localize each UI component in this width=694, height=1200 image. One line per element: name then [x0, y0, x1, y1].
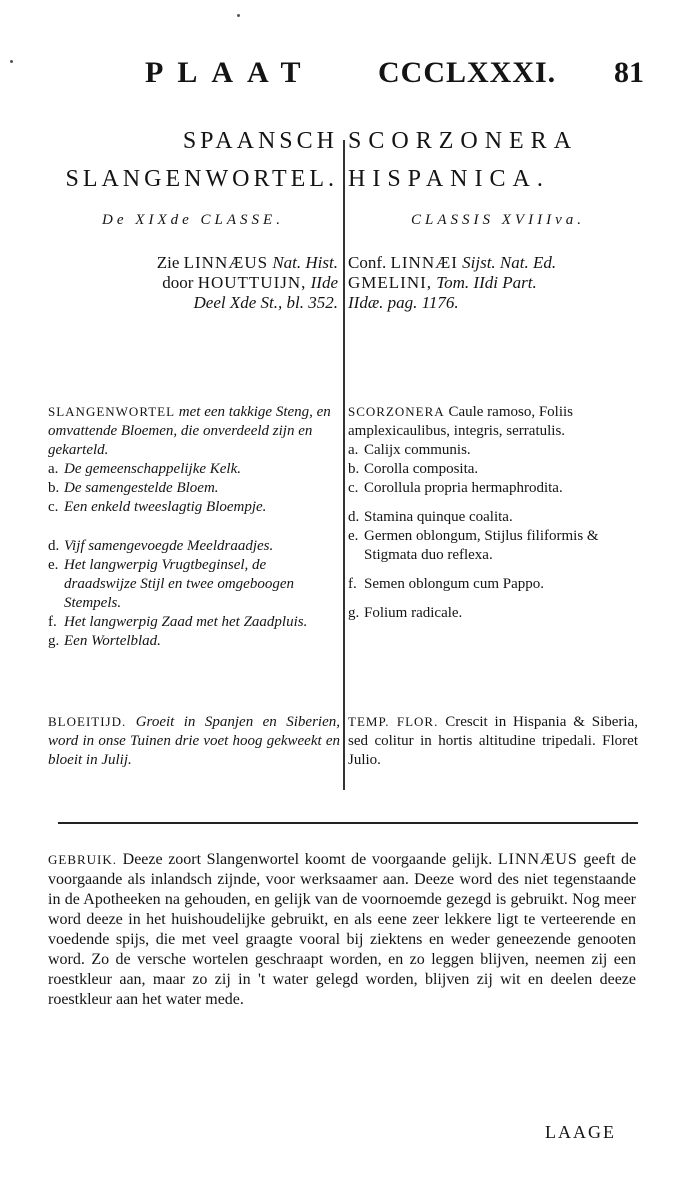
- left-ref-deel: Deel Xde St., bl. 352.: [193, 293, 338, 312]
- catchword: LAAGE: [545, 1122, 616, 1142]
- gebruik-text-a: Deeze zoort Slangenwortel koomt de voorgaande gelijk.: [122, 851, 493, 868]
- left-item-f: f. Het langwerpig Zaad met het Zaadpluis.: [48, 614, 308, 630]
- gebruik-text-b: geeft de voorgaande als inlandsch zijnde, voor werksaamer aan. Deeze word des niet tegenstaande in de Apotheeken na gehouden, en gelijk van de voornoemde gezegd is gebruikt. Nog meer word deeze in het huishoudelijke gebruikt, en als eene zeer lekkere ligt te verteerende en voedende spijs, die met veel graagte vooral bij ziektens en weder geneezende genooten word. Zo de versche wortelen geschraapt worden, en zo leggen blijven, neemen zij een roestkleur aan, maar zo zij in 't water gelegd worden, blijven zij wit en deelen deeze roestkleur aan het water mede.: [48, 851, 637, 1008]
- column-divider: [343, 140, 345, 790]
- right-ref-sijst: Sijst. Nat. Ed.: [462, 253, 557, 272]
- right-reference: [348, 253, 648, 313]
- right-item-e: e. Germen oblongum, Stijlus filiformis & Stigmata duo reflexa.: [348, 528, 599, 563]
- right-classe: CLASSIS XVIIIva.: [411, 212, 585, 228]
- right-flowering-label: TEMP. FLOR.: [348, 714, 439, 729]
- right-item-a: a. Calijx communis.: [348, 442, 471, 458]
- left-item-a: a. De gemeenschappelijke Kelk.: [48, 461, 242, 477]
- right-item-d: d. Stamina quinque coalita.: [348, 509, 513, 525]
- left-ref-nat-hist: Nat. Hist.: [272, 253, 338, 272]
- left-ref-houttuijn: HOUTTUIJN,: [197, 273, 307, 292]
- gebruik-paragraph: [48, 850, 636, 1010]
- left-item-b: b. De samengestelde Bloem.: [48, 480, 219, 496]
- left-item-g: g. Een Wortelblad.: [48, 633, 161, 649]
- left-ref-door: door: [162, 273, 194, 292]
- left-reference: [48, 253, 338, 313]
- right-title-line-2: HISPANICA.: [348, 166, 550, 192]
- left-item-d: d. Vijf samengevoegde Meeldraadjes.: [48, 538, 274, 554]
- right-title-line-1: SCORZONERA: [348, 128, 579, 154]
- gebruik-linnaeus: LINNÆUS: [497, 851, 578, 868]
- left-flowering: [48, 712, 340, 770]
- left-title-line-1: SPAANSCH: [182, 128, 338, 154]
- left-item-c: c. Een enkeld tweeslagtig Bloempje.: [48, 499, 267, 515]
- print-speck: [10, 60, 13, 63]
- plate-heading: PLAAT: [145, 56, 315, 89]
- right-ref-conf: Conf.: [348, 253, 387, 272]
- right-item-f: f. Semen oblongum cum Pappo.: [348, 576, 544, 592]
- right-intro: [348, 402, 638, 441]
- gebruik-label: GEBRUIK.: [48, 852, 118, 867]
- left-classe: De XIXde CLASSE.: [102, 212, 284, 228]
- left-title-line-2: SLANGENWORTEL.: [65, 166, 338, 192]
- left-intro-text: met een takkige Steng, en omvattende Bloemen, die onverdeeld zijn en gekarteld.: [48, 404, 331, 458]
- left-item-e: e. Het langwerpig Vrugtbeginsel, de draadswijze Stijl en twee omgeboogen Stempels.: [48, 557, 294, 611]
- right-flowering: [348, 712, 638, 770]
- right-description: [348, 402, 638, 623]
- right-ref-gmelini: GMELINI,: [348, 273, 433, 292]
- left-ref-zie: Zie: [156, 253, 180, 272]
- plate-number: CCCLXXXI.: [378, 56, 557, 89]
- left-description: [48, 402, 340, 651]
- left-intro-label: SLANGENWORTEL: [48, 404, 176, 419]
- right-intro-text: Caule ramoso, Foliis amplexicaulibus, integris, serratulis.: [348, 404, 574, 439]
- right-item-b: b. Corolla composita.: [348, 461, 479, 477]
- left-ref-linnaeus: LINNÆUS: [183, 253, 269, 272]
- horizontal-rule: [58, 822, 638, 824]
- right-ref-pag: IIdæ. pag. 1176.: [348, 293, 459, 312]
- page-number: 81: [614, 56, 644, 89]
- left-flowering-label: BLOEITIJD.: [48, 714, 127, 729]
- left-flowering-text: Groeit in Spanjen en Siberien, word in onse Tuinen drie voet hoog gekweekt en bloeit in Julij.: [48, 714, 340, 768]
- right-column-header: [348, 122, 648, 313]
- left-ref-iide: IIde: [310, 273, 338, 292]
- left-intro: [48, 402, 340, 460]
- right-ref-tom: Tom. IIdi Part.: [436, 273, 537, 292]
- right-flowering-text: Crescit in Hispania & Siberia, sed colitur in hortis altitudine tripedali. Floret Julio.: [348, 714, 638, 768]
- print-speck: [237, 14, 240, 17]
- left-column-header: [48, 122, 338, 313]
- right-ref-linnaei: LINNÆI: [390, 253, 458, 272]
- right-item-g: g. Folium radicale.: [348, 605, 463, 621]
- right-intro-label: SCORZONERA: [348, 404, 445, 419]
- right-item-c: c. Corollula propria hermaphrodita.: [348, 480, 563, 496]
